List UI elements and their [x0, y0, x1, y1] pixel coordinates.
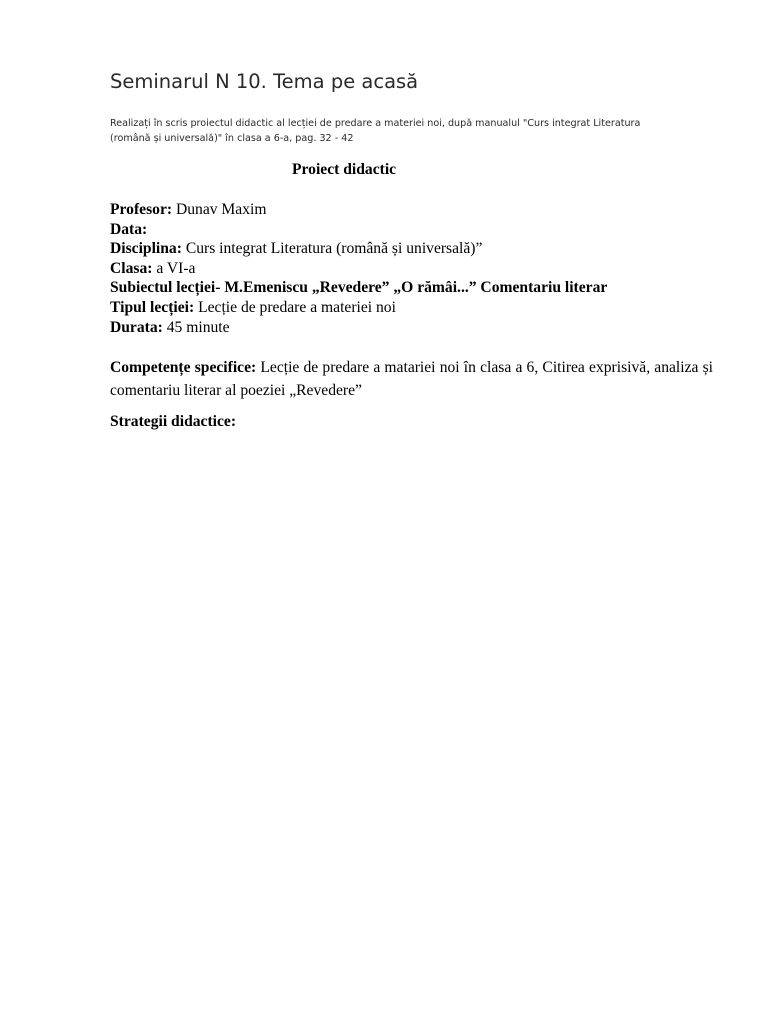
field-value: a VI-a	[152, 259, 196, 277]
field-label: Data:	[110, 220, 148, 238]
field-clasa	[110, 259, 607, 279]
instructions-line-2: (română și universală)" în clasa a 6-a, pag. 32 - 42	[110, 133, 354, 144]
competente-text: Lecție de predare a matariei noi în clasa a 6, Citirea exprisivă, analiza și comentariu literar al poeziei „Revedere”	[110, 359, 713, 399]
field-label: Clasa:	[110, 259, 153, 277]
page-title: Seminarul N 10. Tema pe acasă	[110, 70, 419, 93]
competente-label: Competențe specifice:	[110, 359, 257, 376]
assignment-instructions	[110, 116, 675, 146]
field-label: Profesor:	[110, 201, 173, 218]
document-heading: Proiect didactic	[292, 161, 397, 178]
field-disciplina	[110, 239, 607, 259]
field-durata	[110, 318, 607, 338]
field-value: 45 minute	[162, 318, 230, 336]
field-value: Dunav Maxim	[172, 201, 267, 218]
field-profesor	[110, 200, 607, 220]
field-subiectul	[110, 278, 607, 298]
field-label: Durata:	[110, 318, 163, 336]
field-data	[110, 220, 607, 240]
field-tipul	[110, 298, 607, 318]
field-label: Subiectul lecției	[110, 279, 216, 297]
field-value: Curs integrat Literatura (română și universală)”	[181, 240, 483, 258]
strategii-heading: Strategii didactice:	[110, 413, 237, 430]
field-value: - M.Emeniscu „Revedere” „O rămâi...” Comentariu literar	[215, 279, 608, 297]
field-label: Disciplina:	[110, 240, 182, 258]
instructions-line-1: Realizați în scris proiectul didactic al lecției de predare a materiei noi, după manualul "Curs integrat Literatura	[110, 118, 641, 129]
lesson-fields	[110, 200, 607, 337]
field-value: Lecție de predare a materiei noi	[194, 298, 396, 316]
competente-paragraph	[110, 356, 713, 402]
field-label: Tipul lecției:	[110, 298, 195, 316]
